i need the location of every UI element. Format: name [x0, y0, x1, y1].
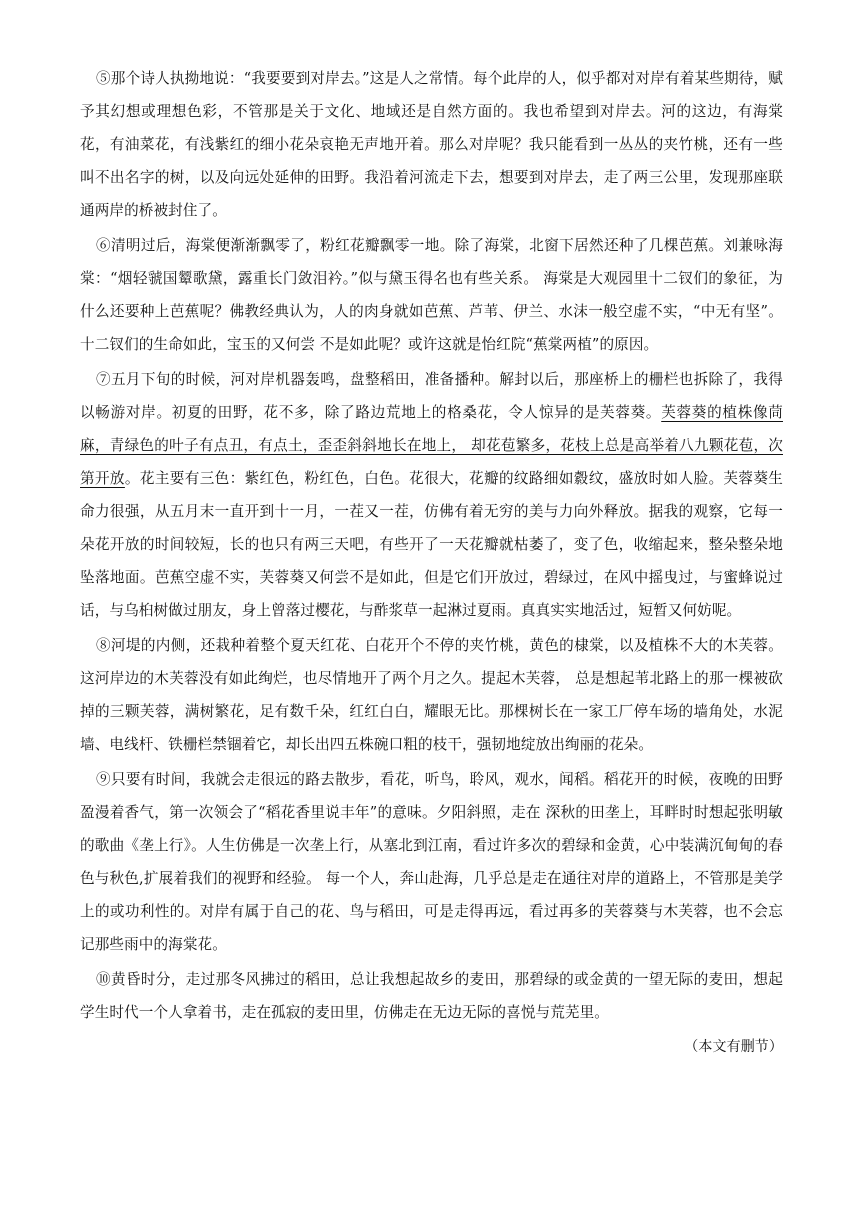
paragraph-p10: [80, 963, 783, 1029]
paragraph-p8: [80, 629, 783, 761]
paragraph-text: ⑨只要有时间，我就会走很远的路去散步，看花，听鸟，聆风，观水，闻稻。稻花开的时候，夜晚的田野盈漫着香气，第一次领会了“稻花香里说丰年”的意味。夕阳斜照，走在 深秋的田垄上，耳畔时时想起张明敏的歌曲《垄上行》。人生仿佛是一次垄上行，从塞北到江南，看过许多次的碧绿和金黄，心中装满沉甸甸的春色与秋色,扩展着我们的视野和经验。 每一个人，奔山赴海，几乎总是走在通往对岸的道路上，不管那是美学上的或功利性的。对岸有属于自己的花、鸟与稻田，可是走得再远，看过再多的芙蓉葵与木芙蓉，也不会忘记那些雨中的海棠花。: [80, 771, 783, 953]
paragraph-text: 。花主要有三色：紫红色，粉红色，白色。花很大，花瓣的纹路细如縠纹，盛放时如人脸。芙蓉葵生命力很强，从五月末一直开到十一月，一茬又一茬，仿佛有着无穷的美与力向外释放。据我的观察，它每一朵花开放的时间较短，长的也只有两三天吧，有些开了一天花瓣就枯萎了，变了色，收缩起来，整朵整朵地坠落地面。芭蕉空虚不实，芙蓉葵又何尝不是如此，但是它们开放过，碧绿过，在风中摇曳过，与蜜蜂说过话，与乌桕树做过朋友，身上曾落过樱花，与酢浆草一起淋过夏雨。真真实实地活过，短暂又何妨呢。: [80, 470, 783, 619]
paragraph-p6: [80, 229, 783, 361]
paragraph-p9: [80, 763, 783, 961]
article-body: [80, 62, 783, 1064]
paragraph-text: ⑥清明过后，海棠便渐渐飘零了，粉红花瓣飘零一地。除了海棠，北窗下居然还种了几棵芭蕉。刘兼咏海棠：“烟轻虢国颦歌黛，露重长门敛泪衿。”似与黛玉得名也有些关系。 海棠是大观园里十二钗们的象征，为什么还要种上芭蕉呢？佛教经典认为，人的肉身就如芭蕉、芦苇、伊兰、水沫一般空虚不实，“中无有坚”。十二钗们的生命如此，宝玉的又何尝 不是如此呢？或许这就是怡红院“蕉棠两植”的原因。: [80, 237, 783, 353]
abridgement-note: （本文有删节）: [684, 1039, 783, 1055]
paragraph-text: ⑦五月下旬的时候，河对岸机器轰鸣，盘整稻田，准备播种。解封以后，那座桥上的栅栏也拆除了，我得以畅游对岸。初夏的田野，花不多，除了路边荒地上的格桑花，令人惊异的是芙蓉葵。: [80, 371, 783, 421]
paragraph-text: ⑩黄昏时分，走过那冬风拂过的稻田，总让我想起故乡的麦田，那碧绿的或金黄的一望无际的麦田，想起学生时代一个人拿着书，走在孤寂的麦田里，仿佛走在无边无际的喜悦与荒芜里。: [80, 971, 783, 1021]
paragraph-p7: [80, 363, 783, 627]
underlined-text: 芙蓉葵的植株像茼麻，青绿色的叶子有点丑，有点土，歪歪斜斜地长在地上， 却花苞繁多，花枝上总是高举着八九颗花苞，次第开放: [80, 404, 783, 487]
paragraph-text: ⑧河堤的内侧，还栽种着整个夏天红花、白花开个不停的夹竹桃，黄色的棣棠，以及植株不大的木芙蓉。这河岸边的木芙蓉没有如此绚烂，也尽情地开了两个月之久。提起木芙蓉， 总是想起苇北路上的那一棵被砍掉的三颗芙蓉，满树繁花，足有数千朵，红红白白，耀眼无比。那棵树长在一家工厂停车场的墙角处，水泥墙、电线杆、铁栅栏禁锢着它，却长出四五株碗口粗的枝干，强韧地绽放出绚丽的花朵。: [80, 637, 783, 753]
paragraph-text: ⑤那个诗人执拗地说：“我要要到对岸去。”这是人之常情。每个此岸的人，似乎都对对岸有着某些期待，赋予其幻想或理想色彩，不管那是关于文化、地域还是自然方面的。我也希望到对岸去。河的这边，有海棠花，有油菜花，有浅紫红的细小花朵哀艳无声地开着。那么对岸呢？我只能看到一丛丛的夹竹桃，还有一些叫不出名字的树，以及向远处延伸的田野。我沿着河流走下去，想要到对岸去，走了两三公里，发现那座联通两岸的桥被封住了。: [80, 70, 783, 219]
paragraph-p5: [80, 62, 783, 227]
